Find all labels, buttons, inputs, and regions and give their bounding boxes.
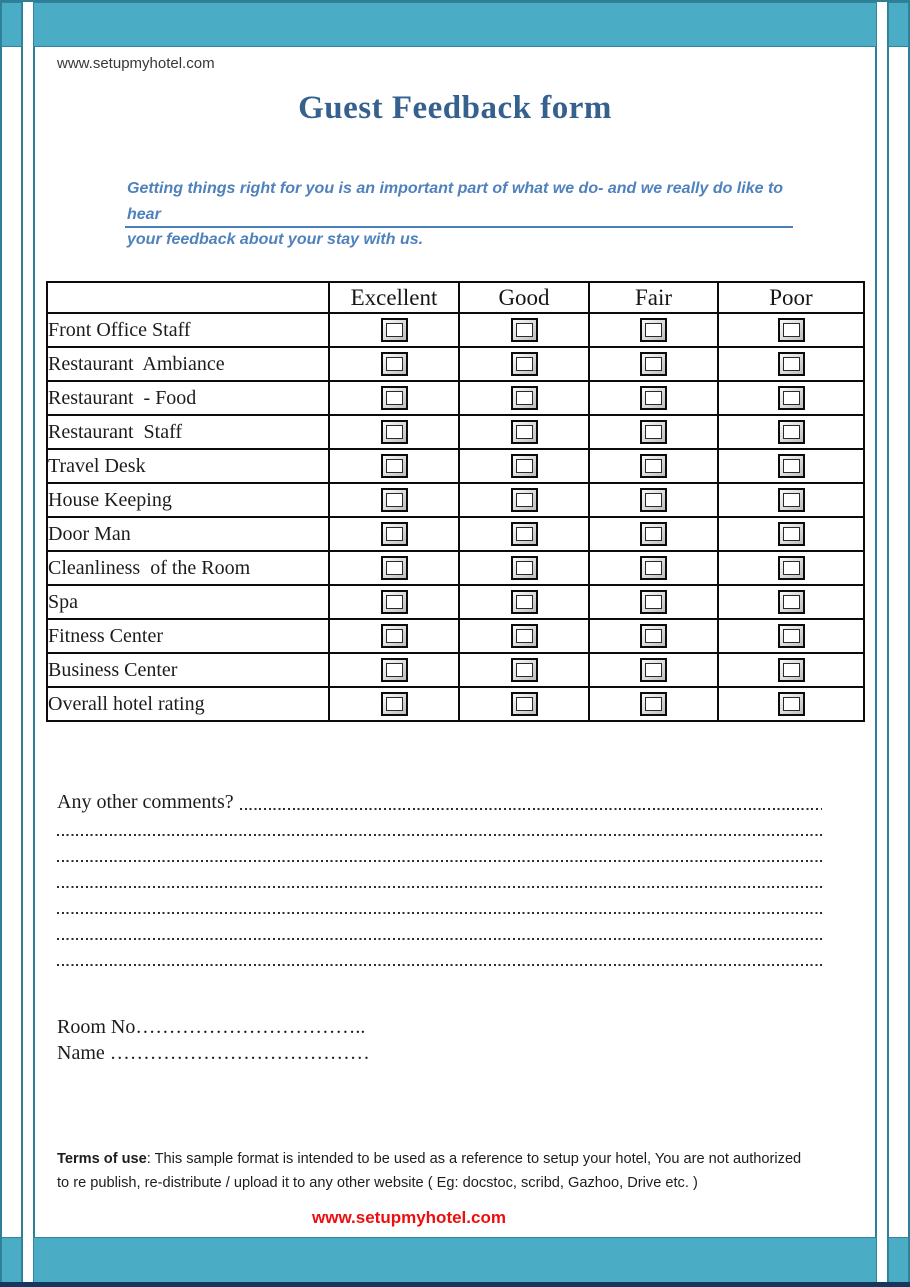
teal-bar-bottom-right: [888, 1237, 909, 1283]
table-row: [47, 687, 864, 721]
comments-blank-line[interactable]: [57, 840, 822, 866]
row-label: Travel Desk: [47, 449, 329, 483]
rating-checkbox[interactable]: [640, 454, 667, 478]
rating-checkbox[interactable]: [511, 420, 538, 444]
table-row: [47, 585, 864, 619]
rating-checkbox[interactable]: [511, 386, 538, 410]
row-label: House Keeping: [47, 483, 329, 517]
rating-checkbox[interactable]: [381, 658, 408, 682]
rating-checkbox[interactable]: [511, 522, 538, 546]
intro-line-1: Getting things right for you is an important part of what we do- and we really do like to hear: [127, 180, 784, 223]
rating-checkbox[interactable]: [640, 352, 667, 376]
rating-checkbox[interactable]: [778, 692, 805, 716]
rating-checkbox[interactable]: [778, 318, 805, 342]
rating-checkbox[interactable]: [381, 522, 408, 546]
rating-checkbox[interactable]: [640, 522, 667, 546]
rating-checkbox[interactable]: [640, 556, 667, 580]
rating-checkbox[interactable]: [511, 556, 538, 580]
comments-blank-line[interactable]: [57, 814, 822, 840]
rating-checkbox[interactable]: [778, 624, 805, 648]
rating-checkbox[interactable]: [511, 352, 538, 376]
terms-line-1: : This sample format is intended to be used as a reference to setup your hotel, You are not authorized: [146, 1151, 802, 1167]
rating-checkbox[interactable]: [778, 352, 805, 376]
rating-checkbox[interactable]: [511, 658, 538, 682]
frame-line-left-outer: [21, 0, 23, 1282]
rating-checkbox[interactable]: [640, 420, 667, 444]
teal-bar-top-right: [888, 2, 909, 47]
rating-header-good: Good: [459, 282, 589, 313]
document-body: [33, 0, 877, 1287]
teal-bar-top-left: [1, 2, 22, 47]
rating-checkbox[interactable]: [778, 488, 805, 512]
rating-checkbox[interactable]: [640, 590, 667, 614]
guest-info-fields: [57, 1014, 370, 1066]
rating-checkbox[interactable]: [511, 692, 538, 716]
rating-checkbox[interactable]: [640, 692, 667, 716]
intro-underline: [125, 226, 793, 228]
rating-checkbox[interactable]: [381, 386, 408, 410]
rating-header-fair: Fair: [589, 282, 718, 313]
frame-line-right-outer: [887, 0, 889, 1282]
row-label: Door Man: [47, 517, 329, 551]
rating-checkbox[interactable]: [778, 454, 805, 478]
table-row: [47, 517, 864, 551]
rating-checkbox[interactable]: [511, 318, 538, 342]
rating-checkbox[interactable]: [511, 624, 538, 648]
comments-blank-line[interactable]: [57, 866, 822, 892]
page-title: Guest Feedback form: [298, 90, 612, 126]
rating-checkbox[interactable]: [640, 386, 667, 410]
row-label: Restaurant - Food: [47, 381, 329, 415]
rating-checkbox[interactable]: [778, 556, 805, 580]
site-url-footer-link[interactable]: www.setupmyhotel.com: [312, 1208, 506, 1227]
table-row: [47, 483, 864, 517]
comments-prompt-line: [57, 788, 822, 814]
comments-blank-line[interactable]: [57, 892, 822, 918]
rating-checkbox[interactable]: [511, 488, 538, 512]
intro-text: [127, 176, 807, 253]
rating-checkbox[interactable]: [381, 454, 408, 478]
row-label: Restaurant Ambiance: [47, 347, 329, 381]
row-label: Cleanliness of the Room: [47, 551, 329, 585]
comments-blank-line[interactable]: [57, 918, 822, 944]
rating-header-poor: Poor: [718, 282, 864, 313]
comments-leader-dots[interactable]: [240, 808, 822, 810]
table-row: [47, 551, 864, 585]
rating-header-empty: [47, 282, 329, 313]
rating-checkbox[interactable]: [778, 386, 805, 410]
rating-checkbox[interactable]: [640, 318, 667, 342]
table-row: [47, 381, 864, 415]
rating-checkbox[interactable]: [778, 590, 805, 614]
terms-of-use: [57, 1148, 857, 1195]
table-row: [47, 653, 864, 687]
terms-of-use-label: Terms of use: [57, 1151, 147, 1167]
page-border-left: [0, 0, 2, 1287]
row-label: Fitness Center: [47, 619, 329, 653]
rating-header-excellent: Excellent: [329, 282, 459, 313]
table-row: [47, 619, 864, 653]
intro-line-2: your feedback about your stay with us.: [127, 231, 424, 248]
row-label: Spa: [47, 585, 329, 619]
name-field[interactable]: Name …………………………………: [57, 1042, 370, 1064]
table-row: [47, 449, 864, 483]
rating-checkbox[interactable]: [381, 590, 408, 614]
rating-checkbox[interactable]: [778, 658, 805, 682]
row-label: Business Center: [47, 653, 329, 687]
rating-checkbox[interactable]: [511, 590, 538, 614]
room-no-field[interactable]: Room No……………………………..: [57, 1016, 366, 1038]
table-row: [47, 415, 864, 449]
rating-checkbox[interactable]: [778, 522, 805, 546]
rating-checkbox[interactable]: [381, 352, 408, 376]
rating-checkbox[interactable]: [640, 488, 667, 512]
rating-checkbox[interactable]: [381, 692, 408, 716]
rating-checkbox[interactable]: [381, 318, 408, 342]
row-label: Restaurant Staff: [47, 415, 329, 449]
rating-checkbox[interactable]: [381, 420, 408, 444]
rating-checkbox[interactable]: [381, 556, 408, 580]
comments-label: Any other comments?: [57, 791, 234, 813]
teal-bar-bottom-left: [1, 1237, 22, 1283]
comments-section: [57, 788, 822, 970]
rating-checkbox[interactable]: [640, 624, 667, 648]
table-row: [47, 347, 864, 381]
rating-checkbox[interactable]: [778, 420, 805, 444]
rating-checkbox[interactable]: [381, 624, 408, 648]
row-label: Overall hotel rating: [47, 687, 329, 721]
comments-blank-line[interactable]: [57, 944, 822, 970]
rating-table: [46, 281, 865, 722]
row-label: Front Office Staff: [47, 313, 329, 347]
terms-line-2: to re publish, re-distribute / upload it to any other website ( Eg: docstoc, scribd, Gazhoo, Drive etc. ): [57, 1174, 698, 1191]
rating-checkbox[interactable]: [511, 454, 538, 478]
rating-checkbox[interactable]: [640, 658, 667, 682]
rating-checkbox[interactable]: [381, 488, 408, 512]
rating-table-header-row: [47, 282, 864, 313]
site-url-top: www.setupmyhotel.com: [57, 55, 215, 72]
table-row: [47, 313, 864, 347]
